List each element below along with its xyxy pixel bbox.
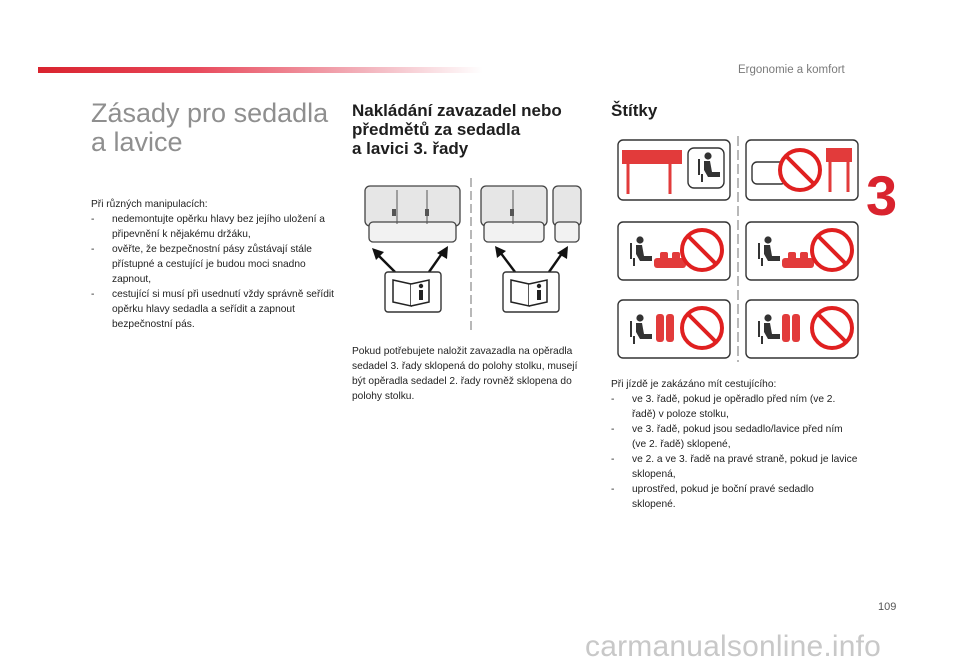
labels-list xyxy=(611,392,859,512)
seat-rules-intro: Při různých manipulacích: xyxy=(91,199,208,210)
page-title xyxy=(91,99,328,157)
list-item: - ve 2. a ve 3. řadě na pravé straně, pokud je lavice sklopená, xyxy=(611,452,859,482)
chapter-number: 3 xyxy=(866,164,898,227)
header-accent-bar xyxy=(38,67,483,73)
luggage-paragraph: Pokud potřebujete naložit zavazadla na opěradla sedadel 3. řady sklopená do polohy stolku, musejí být opěradla sedadel 2. řady rovněž sklopena do polohy stolku. xyxy=(352,346,578,402)
sticker-grid xyxy=(614,136,862,362)
arrow-icon xyxy=(372,246,568,272)
rear-seats-icon xyxy=(481,186,581,242)
seated-passenger-icon xyxy=(618,300,730,358)
manual-book-icon xyxy=(385,272,441,312)
page-title-line1: Zásady pro sedadla xyxy=(91,98,329,128)
labels-text xyxy=(611,377,859,512)
luggage-heading-line3: a lavici 3. řady xyxy=(352,139,469,158)
list-item: - nedemontujte opěrku hlavy bez jejího uložení a připevnění k nějakému držáku, xyxy=(91,212,336,242)
no-passenger-icon xyxy=(746,140,858,200)
list-item: - ve 3. řadě, pokud je opěradlo před ním (ve 2. řadě) v poloze stolku, xyxy=(611,392,859,422)
manual-book-icon xyxy=(503,272,559,312)
luggage-heading-line1: Nakládání zavazadel nebo xyxy=(352,101,562,120)
page-number: 109 xyxy=(878,601,897,613)
seated-passenger-icon xyxy=(746,300,858,358)
luggage-heading-line2: předmětů za sedadla xyxy=(352,120,521,139)
section-label: Ergonomie a komfort xyxy=(738,64,845,76)
list-item: - cestující si musí při usednutí vždy správně seřídit opěrku hlavy sedadla a seřídit a zapnout bezpečnostní pás. xyxy=(91,287,336,332)
list-item: - ověřte, že bezpečnostní pásy zůstávají stále přístupné a cestující je budou moci snadno zapnout, xyxy=(91,242,336,287)
seat-rules-text xyxy=(91,197,336,332)
seated-passenger-icon xyxy=(746,222,858,280)
list-item: - ve 3. řadě, pokud jsou sedadlo/lavice před ním (ve 2. řadě) sklopené, xyxy=(611,422,859,452)
folded-seat-icon xyxy=(618,140,730,200)
seat-rules-list xyxy=(91,212,336,332)
watermark: carmanualsonline.info xyxy=(585,630,882,663)
luggage-heading xyxy=(352,101,562,158)
luggage-illustration xyxy=(355,176,587,332)
labels-heading: Štítky xyxy=(611,101,658,120)
list-item: - uprostřed, pokud je boční pravé sedadlo sklopené. xyxy=(611,482,859,512)
rear-bench-icon xyxy=(365,186,460,242)
labels-intro: Při jízdě je zakázáno mít cestujícího: xyxy=(611,379,777,390)
page-title-line2: a lavice xyxy=(91,127,183,157)
seated-passenger-icon xyxy=(618,222,730,280)
luggage-text xyxy=(352,344,582,404)
